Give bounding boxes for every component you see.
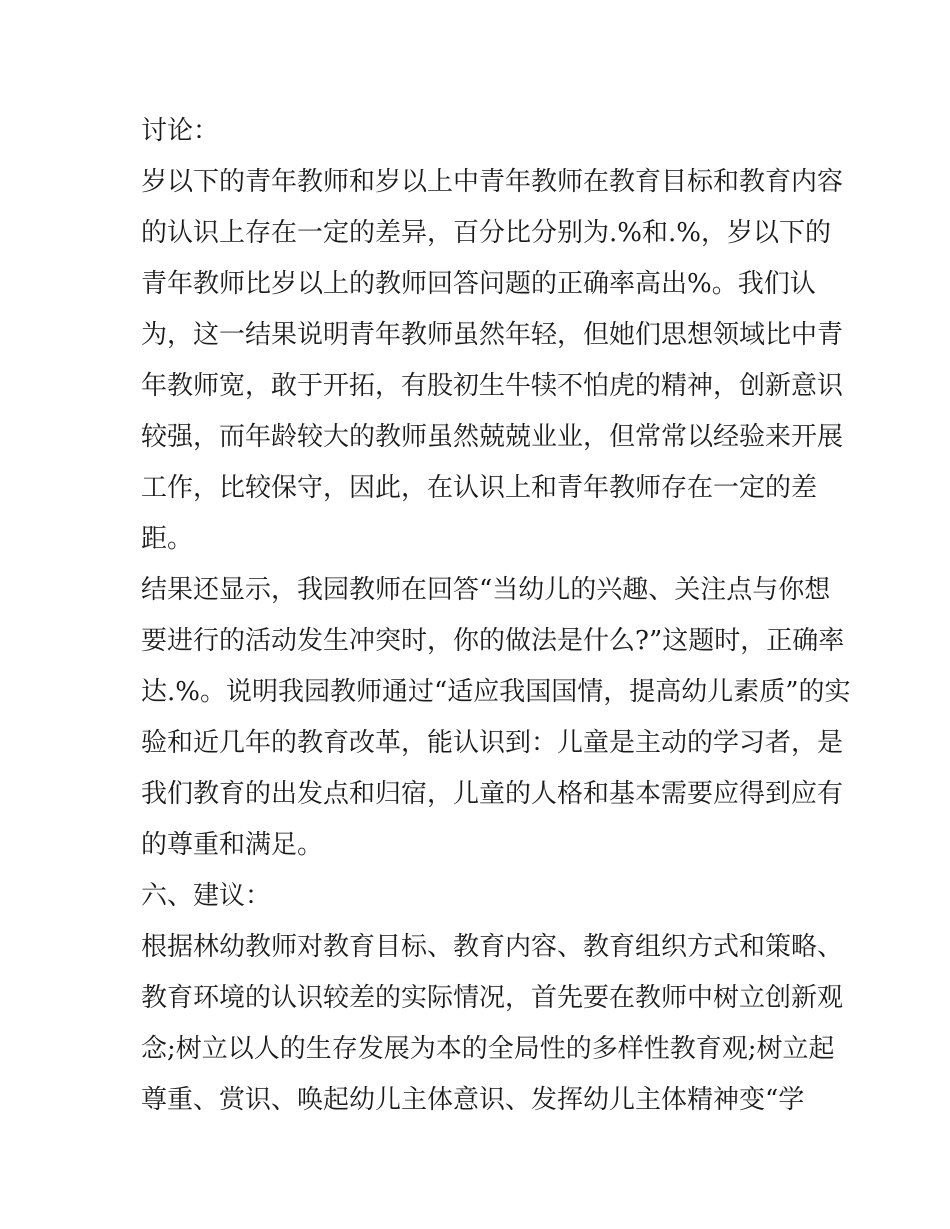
text-line: 根据林幼教师对教育目标、教育内容、教育组织方式和策略、	[141, 932, 844, 962]
text-line: 工作，比较保守，因此，在认识上和青年教师存在一定的差	[141, 473, 818, 503]
text-line: 验和近几年的教育改革，能认识到：儿童是主动的学习者，是	[141, 728, 844, 758]
document-body	[141, 106, 851, 1126]
text-line: 岁以下的青年教师和岁以上中青年教师在教育目标和教育内容	[141, 167, 844, 197]
section-heading-discussion: 讨论：	[141, 116, 220, 146]
text-line: 我们教育的出发点和归宿，儿童的人格和基本需要应得到应有	[141, 779, 844, 809]
text-line: 距。	[141, 524, 194, 554]
text-line: 要进行的活动发生冲突时，你的做法是什么?”这题时，正确率	[141, 626, 845, 656]
text-line: 结果还显示，我园教师在回答“当幼儿的兴趣、关注点与你想	[141, 575, 831, 605]
text-line: 为，这一结果说明青年教师虽然年轻，但她们思想领域比中青	[141, 320, 844, 350]
text-line: 青年教师比岁以上的教师回答问题的正确率高出%。我们认	[141, 269, 816, 299]
text-line: 念;树立以人的生存发展为本的全局性的多样性教育观;树立起	[141, 1034, 835, 1064]
text-line: 较强，而年龄较大的教师虽然兢兢业业，但常常以经验来开展	[141, 422, 844, 452]
text-line: 的尊重和满足。	[141, 830, 324, 860]
text-line: 达.%。说明我园教师通过“适应我国国情，提高幼儿素质”的实	[141, 677, 851, 707]
section-heading-suggestions: 六、建议：	[141, 881, 272, 911]
text-line: 教育环境的认识较差的实际情况，首先要在教师中树立创新观	[141, 983, 844, 1013]
text-line: 的认识上存在一定的差异，百分比分别为.%和.%，岁以下的	[141, 218, 831, 248]
text-line: 尊重、赏识、唤起幼儿主体意识、发挥幼儿主体精神变“学	[141, 1085, 805, 1115]
text-line: 年教师宽，敢于开拓，有股初生牛犊不怕虎的精神，创新意识	[141, 371, 844, 401]
